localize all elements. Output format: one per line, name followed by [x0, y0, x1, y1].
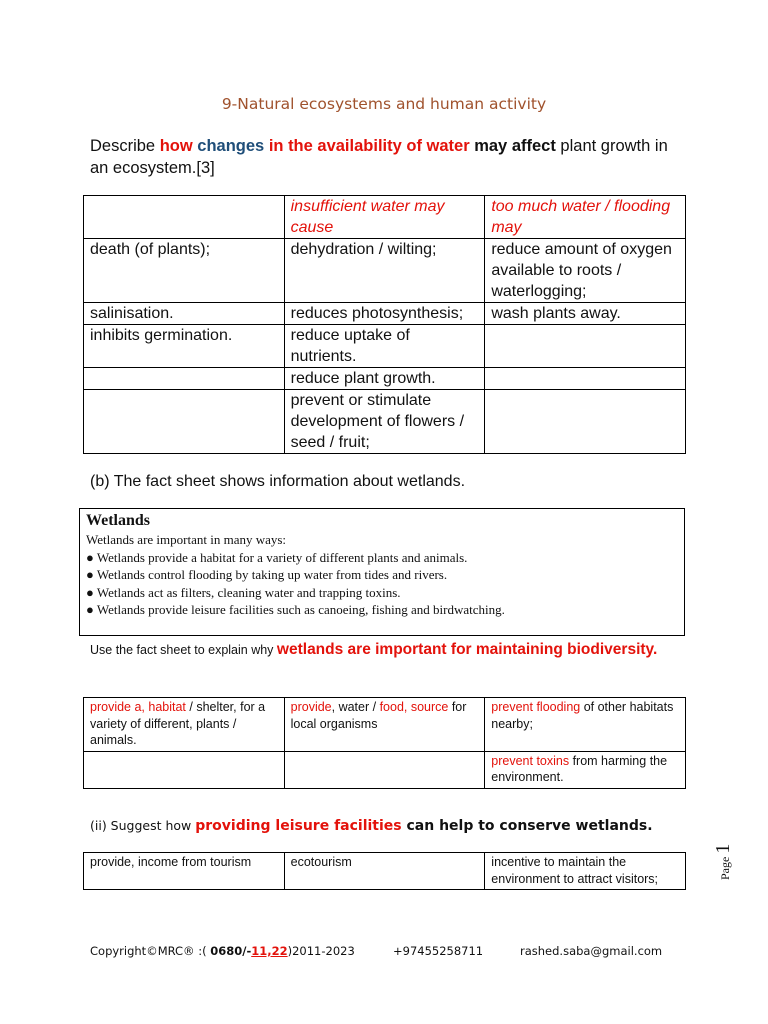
- fact-sheet-line: Wetlands are important in many ways:: [86, 532, 287, 547]
- qii-text-1: (ii) Suggest how: [90, 818, 196, 833]
- cell-text: provide: [290, 700, 332, 714]
- question-use-fact-sheet: [90, 639, 690, 661]
- table-cell: provide, income from tourism: [84, 853, 285, 890]
- cell-text: food, source: [379, 700, 449, 714]
- page-digit: 1: [712, 843, 734, 854]
- footer-copyright: [90, 944, 355, 958]
- table-cell: [485, 751, 686, 788]
- table-row: [84, 390, 686, 454]
- table-cell: [485, 390, 686, 454]
- question-ii: [90, 818, 653, 834]
- cell-text: , water /: [331, 700, 380, 714]
- answer-table-3: [83, 852, 686, 890]
- table-cell: [485, 368, 686, 390]
- cell-text: / shelter, for a variety of different, plants / animals.: [90, 700, 266, 747]
- page-title: 9-Natural ecosystems and human activity: [221, 95, 547, 113]
- copyright-text: Copyright©MRC® :(: [90, 944, 211, 958]
- table-cell: incentive to maintain the environment to attract visitors;: [485, 853, 686, 890]
- table-header-cell: [84, 196, 285, 239]
- useq-text-1: Use the fact sheet to explain why: [90, 643, 277, 657]
- table-cell: ecotourism: [284, 853, 485, 890]
- table-header-row: [84, 196, 686, 239]
- table-cell: [84, 368, 285, 390]
- table-cell: [84, 390, 285, 454]
- table-cell: [284, 698, 485, 752]
- question-1: [90, 135, 690, 179]
- table-cell: [84, 698, 285, 752]
- copyright-code: 0680/-: [210, 944, 252, 958]
- cell-text: provide a, habitat: [90, 700, 186, 714]
- qii-text-2: providing leisure facilities: [195, 818, 402, 834]
- fact-sheet: [79, 508, 685, 636]
- table-row: [84, 853, 686, 890]
- table-cell: [485, 325, 686, 368]
- table-cell: death (of plants);: [84, 239, 285, 303]
- q1-text-6: plant growth in an ecosystem.[3]: [90, 137, 668, 177]
- q1-text-4: in the availability of water: [264, 137, 470, 155]
- table-row: [84, 303, 686, 325]
- q1-text-3: changes: [197, 137, 265, 155]
- table-cell: wash plants away.: [485, 303, 686, 325]
- cell-text: from harming the environment.: [491, 753, 668, 784]
- fact-sheet-line: ● Wetlands provide a habitat for a variety of different plants and animals.: [86, 549, 468, 565]
- table-cell: [84, 751, 285, 788]
- q1-text-1: Describe: [90, 137, 160, 155]
- answer-table-1: [83, 195, 686, 454]
- table-cell: reduce plant growth.: [284, 368, 485, 390]
- q1-text-2: how: [159, 137, 198, 155]
- footer-email: rashed.saba@gmail.com: [520, 944, 663, 958]
- useq-text-2: wetlands are important for maintaining biodiversity.: [276, 641, 658, 658]
- cell-text: for local organisms: [290, 700, 467, 731]
- footer-phone: +97455258711: [393, 944, 484, 958]
- table-row: [84, 325, 686, 368]
- question-b: (b) The fact sheet shows information about wetlands.: [90, 473, 466, 490]
- table-cell: reduce amount of oxygen available to roots / waterlogging;: [485, 239, 686, 303]
- copyright-years: )2011-2023: [287, 944, 355, 958]
- table-row: [84, 239, 686, 303]
- qii-text-3: can help to conserve wetlands.: [401, 818, 653, 834]
- fact-sheet-line: ● Wetlands control flooding by taking up water from tides and rivers.: [86, 567, 448, 582]
- fact-sheet-heading: Wetlands: [86, 512, 151, 529]
- table-cell: dehydration / wilting;: [284, 239, 485, 303]
- table-cell: reduces photosynthesis;: [284, 303, 485, 325]
- table-row: [84, 698, 686, 752]
- fact-sheet-line: ● Wetlands act as filters, cleaning water and trapping toxins.: [86, 584, 401, 600]
- table-row: [84, 368, 686, 390]
- table-cell: reduce uptake of nutrients.: [284, 325, 485, 368]
- page-word: Page: [718, 856, 732, 880]
- table-cell: prevent or stimulate development of flowers / seed / fruit;: [284, 390, 485, 454]
- q1-text-5: may affect: [469, 137, 556, 155]
- table-cell: [485, 698, 686, 752]
- table-cell: salinisation.: [84, 303, 285, 325]
- copyright-papers: 11,22: [251, 944, 288, 958]
- page-number: [712, 844, 735, 880]
- answer-table-2: [83, 697, 686, 789]
- table-cell: inhibits germination.: [84, 325, 285, 368]
- cell-text: prevent flooding: [491, 700, 581, 714]
- table-cell: [284, 751, 485, 788]
- table-header-cell: insufficient water may cause: [284, 196, 485, 239]
- table-header-cell: too much water / flooding may: [485, 196, 686, 239]
- cell-text: prevent toxins: [491, 753, 570, 768]
- cell-text: of other habitats nearby;: [491, 700, 674, 731]
- table-row: [84, 751, 686, 788]
- fact-sheet-line: ● Wetlands provide leisure facilities such as canoeing, fishing and birdwatching.: [86, 602, 505, 617]
